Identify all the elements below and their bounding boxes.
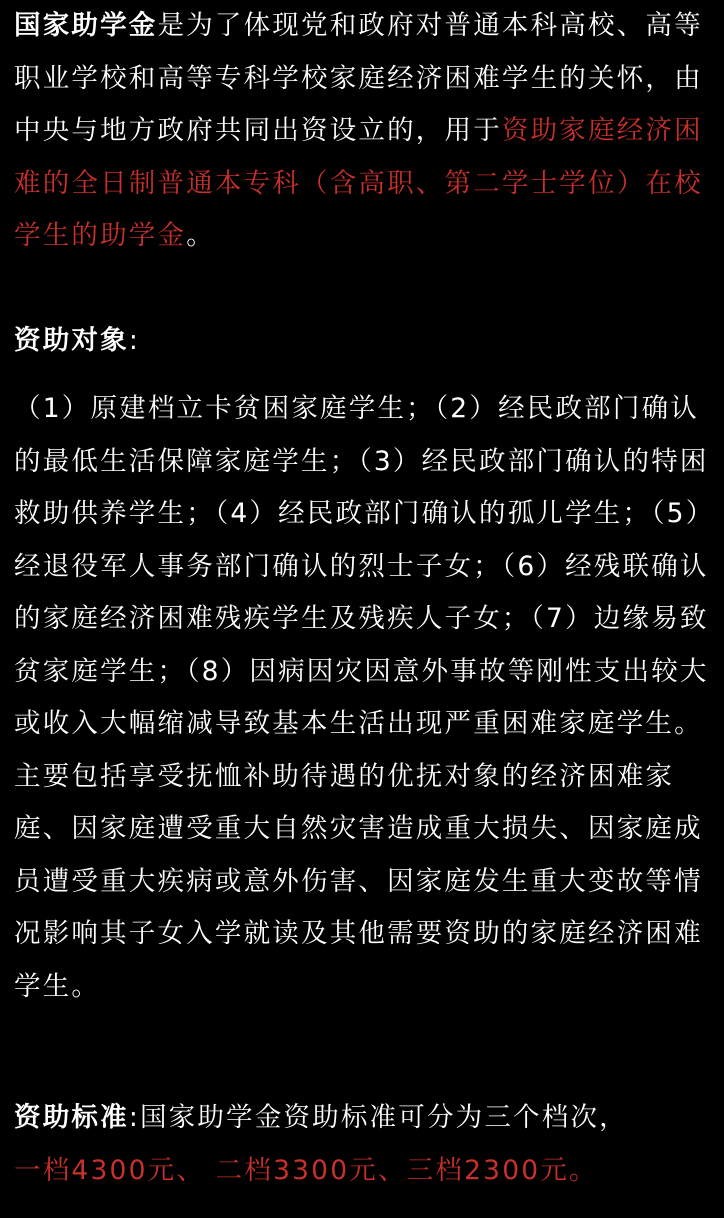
standard-tiers: 一档4300元、 二档3300元、三档2300元。 xyxy=(14,1154,598,1186)
intro-highlight-text: 资助家庭经济困难的全日制普通本专科（含高职、第二学士学位）在校学生的助学金 xyxy=(14,115,703,251)
standard-text: 国家助学金资助标准可分为三个档次， xyxy=(139,1102,628,1133)
standard-paragraph xyxy=(14,1092,710,1197)
intro-term: 国家助学金 xyxy=(14,10,158,41)
target-body-paragraph: （1）原建档立卡贫困家庭学生；（2）经民政部门确认的最低生活保障家庭学生；（3）经民政部门确认的特困救助供养学生；（4）经民政部门确认的孤儿学生；（5）经退役军人事务部门确认的烈士子女；（6）经残联确认的家庭经济困难残疾学生及残疾人子女；（7）边缘易致贫家庭学生；（8）因病因灾因意外事故等刚性支出较大或收入大幅缩减导致基本生活出现严重困难家庭学生。主要包括享受抚恤补助待遇的优抚对象的经济困难家庭、因家庭遭受重大自然灾害造成重大损失、因家庭成员遭受重大疾病或意外伤害、因家庭发生重大变故等情况影响其子女入学就读及其他需要资助的家庭经济困难学生。 xyxy=(14,393,709,1002)
target-heading: 资助对象 xyxy=(14,325,129,356)
target-heading-line xyxy=(14,315,710,368)
standard-heading: 资助标准 xyxy=(14,1102,129,1133)
intro-end-punct: 。 xyxy=(186,220,215,251)
target-heading-colon: : xyxy=(128,325,140,356)
standard-heading-colon: : xyxy=(128,1102,140,1133)
intro-paragraph xyxy=(14,0,710,263)
intro-text: 是为了体现党和政府对普通本科高校、高等职业学校和高等专科学校家庭经济困难学生的关怀，由中央与地方政府共同出资设立的，用于 xyxy=(14,10,703,146)
